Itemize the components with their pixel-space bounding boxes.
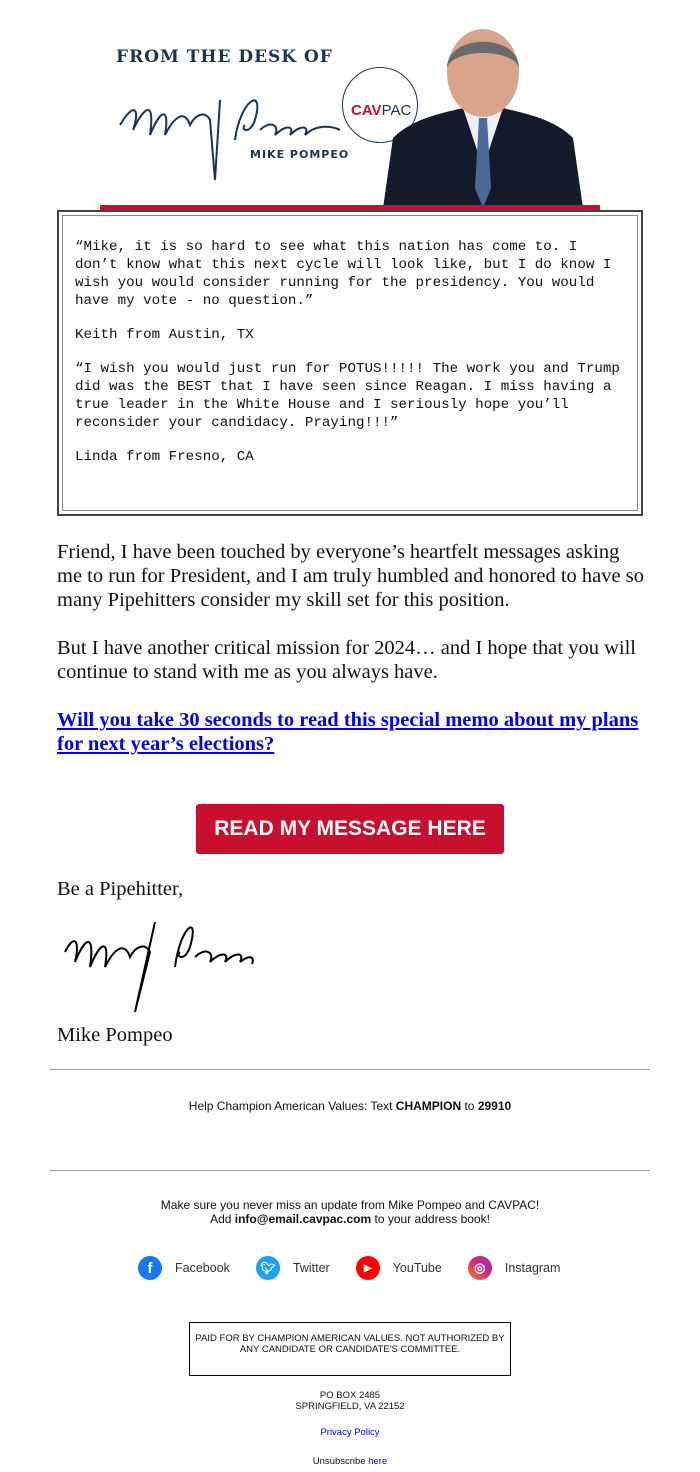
signature-image xyxy=(60,912,260,1012)
unsubscribe-link[interactable]: here xyxy=(368,1456,388,1467)
update-notice xyxy=(0,1198,700,1226)
update-line: Make sure you never miss an update from Mike Pompeo and CAVPAC! xyxy=(160,1198,540,1212)
disclaimer-text: PAID FOR BY CHAMPION AMERICAN VALUES. NOT AUTHORIZED BY ANY CANDIDATE OR CANDIDATE'S COMMITTEE. xyxy=(195,1333,505,1355)
read-message-button[interactable]: READ MY MESSAGE HERE xyxy=(196,804,504,854)
twitter-icon: 🐦︎ xyxy=(256,1256,280,1280)
text-to-join xyxy=(0,1099,700,1113)
social-label: YouTube xyxy=(392,1261,442,1275)
quote-author: Linda from Fresno, CA xyxy=(75,449,254,465)
social-links xyxy=(138,1256,586,1280)
divider xyxy=(50,1069,650,1070)
youtube-link[interactable] xyxy=(356,1256,442,1280)
text-prefix: Help Champion American Values: Text xyxy=(188,1099,396,1113)
desk-label: FROM THE DESK OF xyxy=(116,47,333,67)
message-body xyxy=(57,540,647,780)
mailing-address xyxy=(0,1390,700,1412)
privacy-policy-link[interactable]: Privacy Policy xyxy=(320,1427,380,1438)
disclaimer-box xyxy=(189,1322,511,1376)
signature-logo xyxy=(115,80,345,190)
divider xyxy=(50,1170,650,1171)
unsubscribe-prefix: Unsubscribe xyxy=(312,1456,369,1467)
paragraph: Friend, I have been touched by everyone’s heartfelt messages asking me to run for President, and I am truly humbled and honored to have so many Pipehitters consider my skill set for this position. xyxy=(57,541,644,611)
social-label: Twitter xyxy=(292,1261,330,1275)
portrait-photo xyxy=(383,28,583,208)
unsubscribe-line xyxy=(0,1456,700,1467)
instagram-icon: ◎ xyxy=(468,1256,492,1280)
paragraph: But I have another critical mission for 2024… and I hope that you will continue to stand with me as you always have. xyxy=(57,637,636,683)
address-line: PO BOX 2485 xyxy=(319,1390,381,1401)
name-label: MIKE POMPEO xyxy=(250,148,350,161)
sender-name: Mike Pompeo xyxy=(57,1024,173,1046)
text-mid: to xyxy=(461,1099,478,1113)
facebook-link[interactable] xyxy=(138,1256,230,1280)
testimonials-box xyxy=(57,210,643,516)
shortcode: 29910 xyxy=(477,1099,512,1113)
header-banner xyxy=(100,25,600,210)
quote-text: “I wish you would just run for POTUS!!!!! The work you and Trump did was the BEST that I have seen since Reagan. I miss having a true leader in the White House and I seriously hope you’ll reconsider your candidacy. Praying!!!” xyxy=(75,361,620,431)
social-label: Facebook xyxy=(175,1261,230,1275)
add-prefix: Add xyxy=(210,1212,235,1226)
twitter-link[interactable] xyxy=(256,1256,330,1280)
instagram-link[interactable] xyxy=(468,1256,561,1280)
quote-text: “Mike, it is so hard to see what this nation has come to. I don’t know what this next cycle will look like, but I do know I wish you would consider running for the presidency. You would have my vote - no question.” xyxy=(75,239,612,309)
keyword: CHAMPION xyxy=(395,1099,462,1113)
facebook-icon: f xyxy=(138,1256,162,1280)
address-line: SPRINGFIELD, VA 22152 xyxy=(295,1401,405,1412)
memo-link[interactable]: Will you take 30 seconds to read this special memo about my plans for next year’s elections? xyxy=(57,709,639,755)
seal-brand: CAVPAC xyxy=(351,102,412,119)
email-address: info@email.cavpac.com xyxy=(234,1212,372,1226)
quote-author: Keith from Austin, TX xyxy=(75,327,254,343)
add-suffix: to your address book! xyxy=(371,1212,490,1226)
social-label: Instagram xyxy=(504,1261,561,1275)
closing: Be a Pipehitter, xyxy=(57,878,184,900)
youtube-icon: ▶ xyxy=(356,1256,380,1280)
